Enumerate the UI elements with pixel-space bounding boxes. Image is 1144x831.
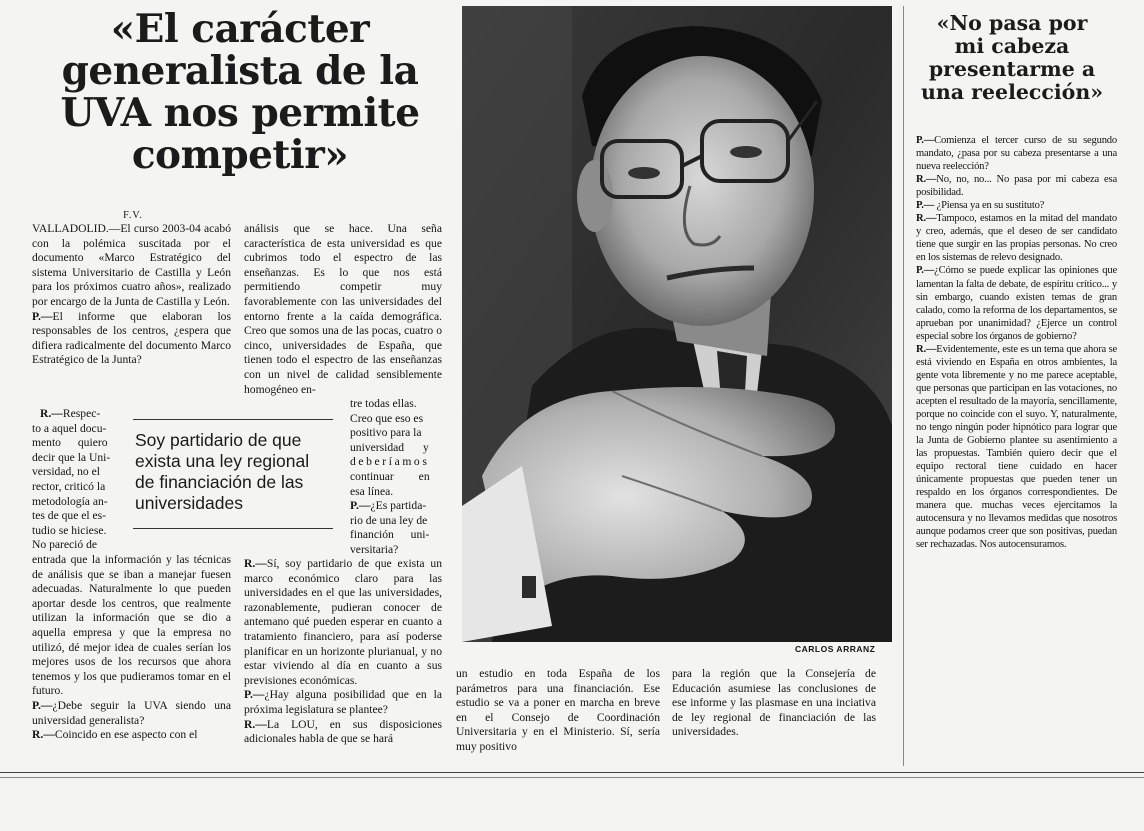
article-column-1-continued [32, 553, 231, 743]
wrap-line: financión uni- [350, 528, 430, 542]
wrap-line: Respec- [62, 407, 101, 420]
article-column-1 [32, 222, 231, 368]
byline-author: F.V. [123, 210, 143, 221]
question-label: P.— [244, 688, 265, 702]
question-3-wrap [350, 499, 442, 514]
sidebar-label: P.— [916, 265, 935, 277]
sidebar-interview [916, 134, 1117, 552]
sidebar-label: R.— [916, 343, 937, 355]
question-4 [244, 688, 442, 717]
sidebar-headline-line: una reelección» [920, 80, 1104, 104]
sidebar-item [916, 199, 1117, 212]
wrap-line: No pareció de [32, 538, 98, 552]
answer-1-wrap [32, 407, 120, 553]
wrap-line: universidad y [350, 440, 429, 454]
wrap-line: deberíamos [350, 455, 430, 469]
sidebar-item [916, 212, 1117, 264]
wrap-line: mento quiero [32, 436, 108, 450]
answer-4 [244, 718, 442, 747]
sidebar-text: Evidentemente, este es un tema que ahora se está viviendo en España en otros ambientes, la gente vota libremente y no me parece aceptable, que personas que participan en las votaciones, no acepten el resultado de la mayoría, sencillamente, porque no coincide con el suyo. Y, naturalmente, no tengo ningún poder hipnótico para lograr que la Junta de Gobierno plantee su asentimiento a las propuestas. También quiero decir que el equipo rectoral tiene cuidado en hacer únicamente propuestas que pueden tener un respaldo en los órganos correspondientes. De manera que. muchas veces ejercitamos la autocensura y no llevamos medidas que nosotros aunque podamos creer que son positivas, puedan ser rechazadas. Nos autocensuramos. [916, 343, 1117, 551]
wrap-line: tes de que el es- [32, 509, 107, 523]
answer-2 [32, 728, 231, 743]
sidebar-headline-line: «No pasa por [936, 11, 1088, 35]
wrap-line: versidad, no el [32, 465, 100, 479]
pullquote-top-rule [133, 419, 333, 420]
sidebar-headline-line: presentarme a [928, 57, 1096, 81]
question-1 [32, 310, 231, 368]
sidebar-label: R.— [916, 213, 937, 225]
headline-line: competir» [131, 132, 349, 178]
answer-text: La LOU, en sus disposiciones adicionales habla de que se hará [244, 717, 442, 746]
sidebar-item [916, 343, 1117, 552]
headline-line: «El carácter [110, 6, 370, 52]
article-column-2 [244, 222, 442, 397]
article-column-2-bottom [244, 557, 442, 747]
question-label: P.— [350, 499, 371, 513]
question-label: P.— [32, 698, 53, 712]
sidebar-text: Comienza el tercer curso de su segundo mandato, ¿pasa por su cabeza presentarse a una nueva reelección? [916, 135, 1117, 173]
page-bottom-rule-secondary [0, 777, 1144, 778]
question-text: ¿Debe seguir la UVA siendo una universidad generalista? [32, 698, 231, 727]
sidebar-headline [912, 12, 1112, 104]
column-3-text: un estudio en toda España de los parámetros para una financiación. Ese estudio se va a poner en marcha en breve en el Consejo de Coordinación Universitaria y en el Ministerio. Sí, sería muy positivo [456, 667, 660, 753]
sidebar-divider [903, 6, 904, 766]
sidebar-label: P.— [916, 200, 935, 212]
answer-label: R.— [244, 717, 267, 731]
byline-place: VALLADOLID.— [32, 222, 121, 235]
wrap-line: Creo que eso es [350, 411, 424, 425]
pullquote-bottom-rule [133, 528, 333, 529]
sidebar-text: No, no, no... No pasa por mi cabeza esa posibilidad. [916, 174, 1117, 199]
sidebar-label: P.— [916, 135, 935, 146]
page-bottom-rule [0, 772, 1144, 773]
sidebar-text: ¿Piensa ya en su sustituto? [934, 200, 1045, 212]
main-headline [40, 8, 440, 176]
sidebar-item [916, 264, 1117, 342]
question-label: P.— [32, 309, 53, 323]
portrait-photo [462, 6, 892, 642]
wrap-line: rector, criticó la [32, 479, 106, 493]
sidebar-item [916, 173, 1117, 199]
headline-line: generalista de la [61, 48, 419, 94]
wrap-line: esa línea. [350, 484, 394, 498]
wrap-line: versitaria? [350, 542, 399, 556]
sidebar-text: Tampoco, estamos en la mitad del mandato y creo, además, que el deseo de ser candidato tiene que surgir en las propias personas. No creo en los sistemas de relevo designado. [916, 213, 1117, 264]
column-4-text: para la región que la Consejería de Educación asumiese las conclusiones de ese informe y las plasmase en una inciativa de ley regional de financiación de las universidades. [672, 667, 876, 739]
question-2 [32, 699, 231, 728]
wrap-line: metodología an- [32, 494, 108, 508]
headline-line: UVA nos permite [60, 90, 420, 136]
answer-3 [244, 557, 442, 688]
answer-label: R.— [32, 728, 55, 742]
wrap-line: tre todas ellas. [350, 397, 417, 410]
photo-credit: CARLOS ARRANZ [795, 644, 876, 654]
sidebar-text: ¿Cómo se puede explicar las opiniones que lamentan la falta de debate, de espíritu crítico... y sin embargo, cuando existen temas de gran calado, como la reforma de los departamentos, se aprueban por unanimidad? ¿Ejerce un control especial sobre los órganos de gobierno? [916, 265, 1117, 342]
question-text: ¿Hay alguna posibilidad que en la próxima legislatura se plantee? [244, 688, 442, 716]
pull-quote: Soy partidario de que exista una ley regional de financiación de las universidades [135, 430, 310, 513]
wrap-line: rio de una ley de [350, 513, 428, 527]
lead-paragraph [32, 222, 231, 310]
byline-author-box [33, 210, 233, 221]
sidebar-label: R.— [916, 174, 937, 186]
column-2-top: análisis que se hace. Una seña característica de esta universidad es que cubrimos todo el espectro de las enseñanzas. Es lo que nos está permitiendo competir muy favorablemente con las universidades del entorno frente a la caída demográfica. Creo que somos una de las pocas, cuatro o cinco, universidades de España, que tienen todo el espectro de las enseñanzas con un nivel de calidad sensiblemente homogéneo en- [244, 222, 442, 396]
wrap-line: decir que la Uni- [32, 450, 111, 464]
answer-text: Sí, soy partidario de que exista un marco económico claro para las universidades en el que las universidades, razonablemente, pudieran conocer de antemano qué pueden esperar en cuanto a tratamiento financiero, para así poderse planificar en un horizonte plurianual, y no estar viviendo al día en cuanto a sus previsiones económicas. [244, 557, 442, 687]
sidebar-item [916, 134, 1117, 173]
answer-1-rest: entrada que la información y las técnicas de análisis que se iban a manejar fuesen adecuadas. Naturalmente lo que pueden aportar desde los centros, que realmente utilizan la información que se dio a aquella empresa y que la empresa no utilizó, dé mejor idea de cuales serían los mejores usos de los recursos que ahora tenemos y los que pudieramos tomar en el futuro. [32, 553, 231, 698]
answer-label: R.— [40, 407, 63, 420]
article-column-4 [672, 667, 876, 740]
article-column-3 [456, 667, 660, 755]
column-2-wrap [350, 397, 442, 558]
portrait-illustration [462, 6, 892, 642]
answer-label: R.— [244, 557, 267, 570]
question-text: El informe que elaboran los responsables de los centros, ¿espera que difiera radicalmente del documento Marco Estratégico de la Junta? [32, 309, 231, 367]
sidebar-headline-line: mi cabeza [954, 34, 1070, 58]
lead-text: El curso 2003-04 acabó con la polémica suscitada por el documento «Marco Estratégico del sistema Universitario de Castilla y León para los próximos cuatro años», realizado por encargo de la Junta de Castilla y León. [32, 222, 231, 308]
wrap-line: ¿Es partida- [370, 499, 427, 513]
wrap-line: continuar en [350, 469, 430, 483]
wrap-line: positivo para la [350, 426, 422, 440]
wrap-line: tudio se hiciese. [32, 523, 107, 537]
answer-text: Coincido en ese aspecto con el [54, 728, 198, 742]
wrap-line: to a aquel docu- [32, 421, 107, 435]
